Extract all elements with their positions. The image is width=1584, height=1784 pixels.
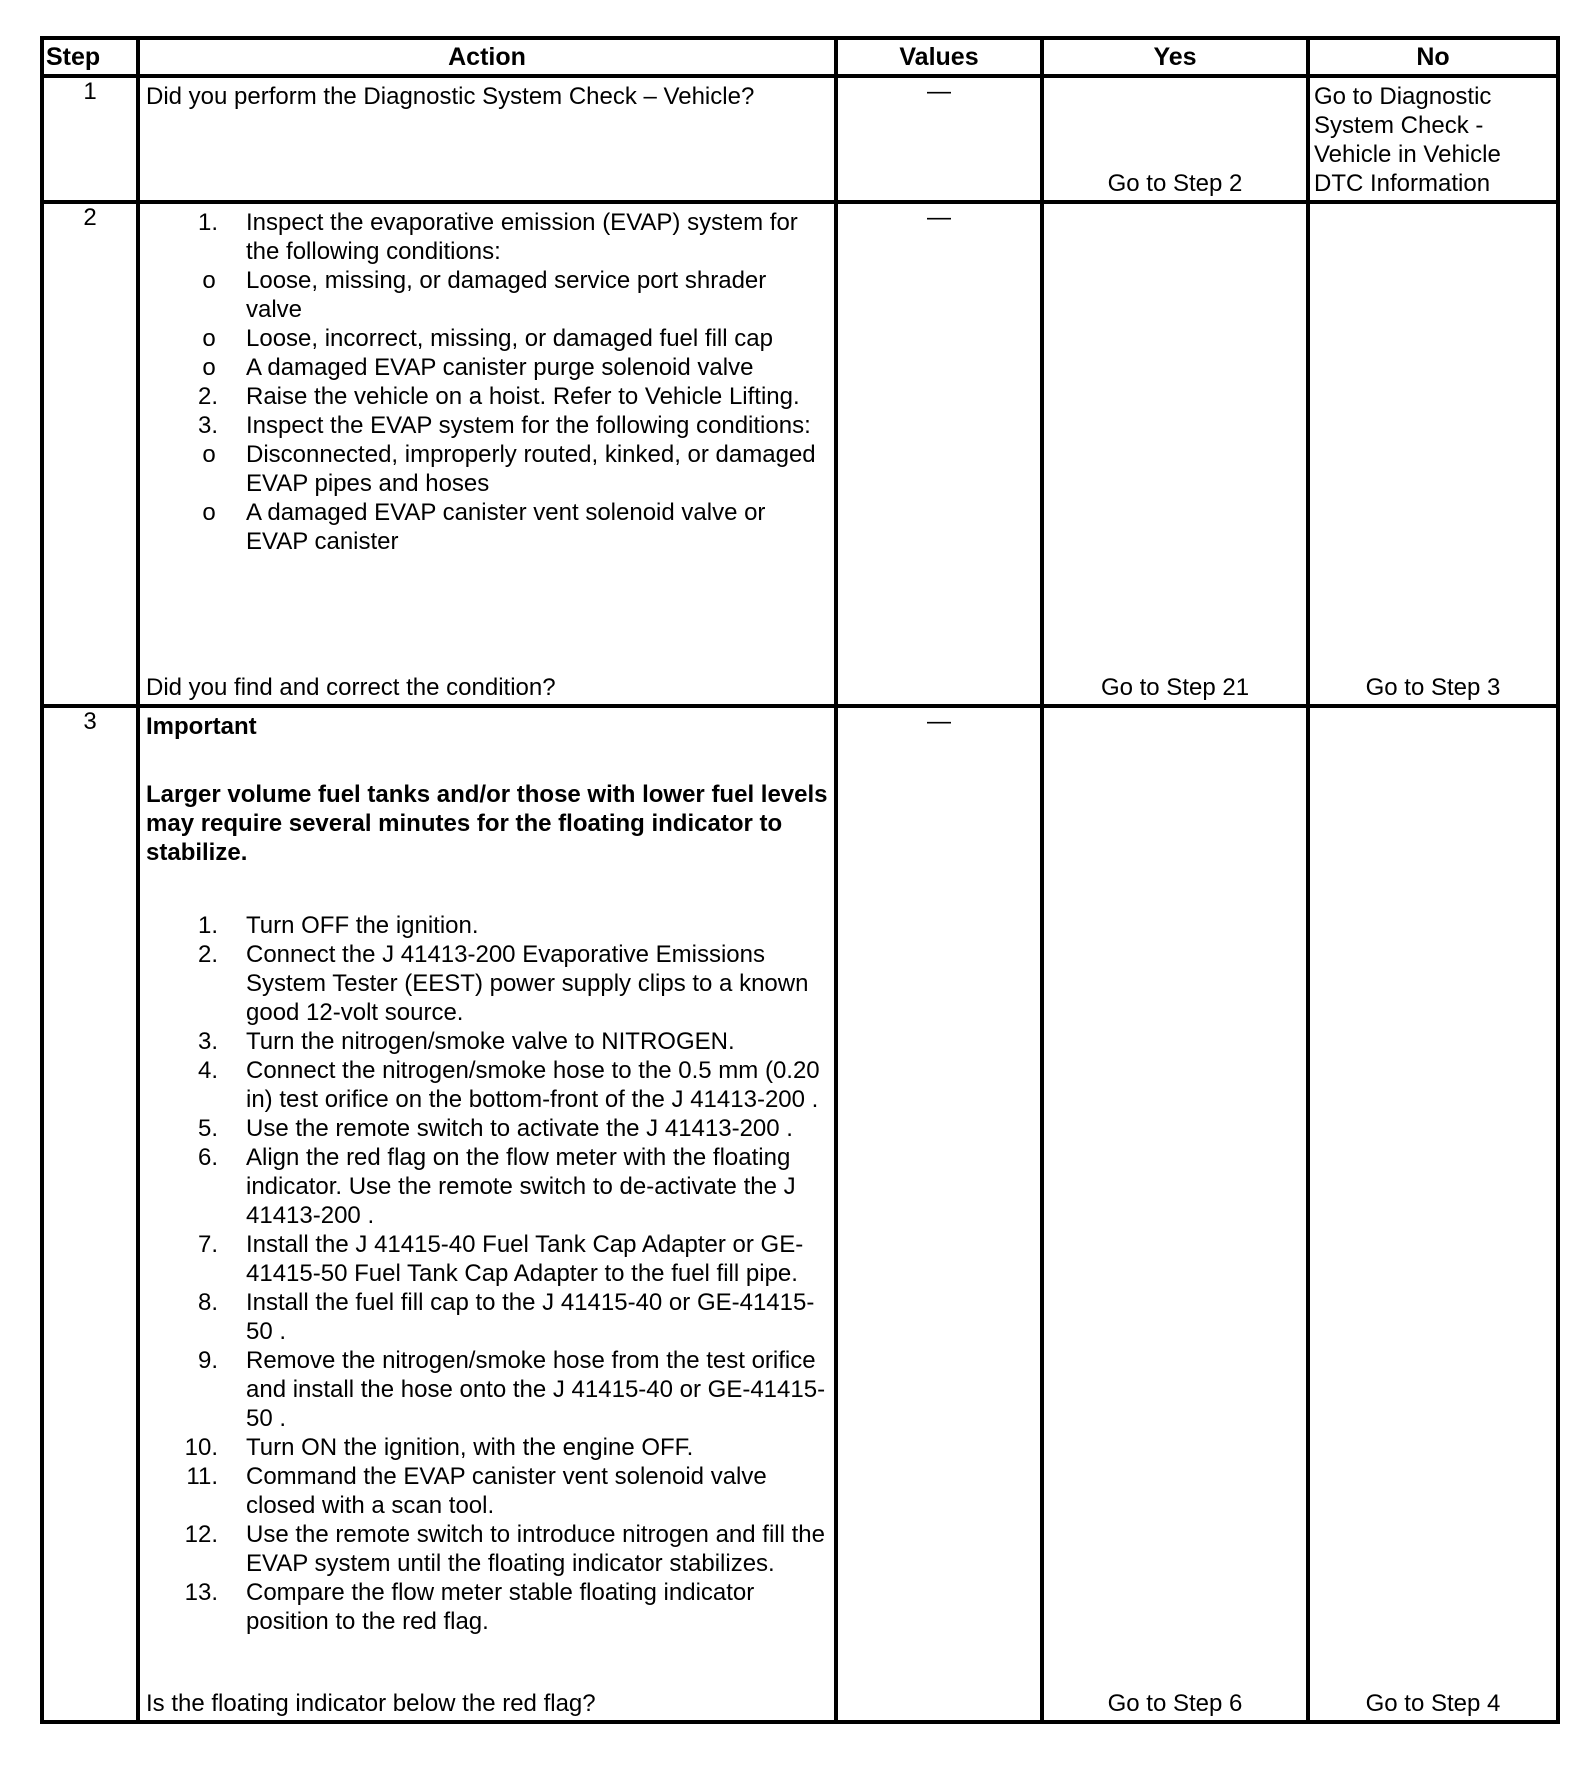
action-steps-list (146, 208, 828, 556)
step-item-number: 5. (197, 1115, 218, 1142)
step-item-number: 7. (197, 1231, 218, 1258)
step-item-number: 1. (197, 912, 218, 939)
step-number: 2 (42, 202, 138, 706)
action-step-item (146, 411, 828, 440)
circle-bullet-icon: o (202, 325, 216, 352)
action-step-item (146, 1114, 828, 1143)
yes-cell (1042, 706, 1308, 1722)
sub-condition-text: Disconnected, improperly routed, kinked, or damaged EVAP pipes and hoses (246, 441, 816, 497)
table-row-step-1 (42, 76, 1558, 202)
header-values: Values (836, 38, 1042, 76)
no-link[interactable]: Go to Step 4 (1365, 1690, 1501, 1717)
sub-condition-text: Loose, missing, or damaged service port shrader valve (246, 267, 767, 323)
step-item-number: 8. (197, 1289, 218, 1316)
sub-condition-item (146, 353, 828, 382)
sub-condition-item (146, 498, 828, 556)
yes-link[interactable]: Go to Step 21 (1100, 674, 1250, 701)
step-item-text: Use the remote switch to introduce nitrogen and fill the EVAP system until the floating indicator stabilizes. (246, 1521, 825, 1577)
step-item-text: Turn the nitrogen/smoke valve to NITROGEN. (246, 1028, 735, 1055)
step-item-text: Connect the nitrogen/smoke hose to the 0.5 mm (0.20 in) test orifice on the bottom-front of the J 41413-200 . (246, 1057, 820, 1113)
step-item-text: Inspect the EVAP system for the following conditions: (246, 412, 811, 439)
values-cell: — (836, 202, 1042, 706)
step-item-number: 2. (197, 941, 218, 968)
sub-condition-list (146, 440, 828, 556)
circle-bullet-icon: o (202, 354, 216, 381)
step-item-text: Turn ON the ignition, with the engine OFF. (246, 1434, 694, 1461)
step-item-number: 3. (197, 412, 218, 439)
action-step-item (146, 382, 828, 411)
step-item-number: 6. (197, 1144, 218, 1171)
action-cell (138, 706, 836, 1722)
no-cell (1308, 706, 1558, 1722)
sub-condition-text: Loose, incorrect, missing, or damaged fuel fill cap (246, 325, 773, 352)
no-cell (1308, 76, 1558, 202)
step-item-text: Connect the J 41413-200 Evaporative Emissions System Tester (EEST) power supply clips to a known good 12-volt source. (246, 941, 809, 1026)
yes-link[interactable]: Go to Step 2 (1107, 170, 1243, 197)
header-action: Action (138, 38, 836, 76)
yes-link[interactable]: Go to Step 6 (1107, 1690, 1243, 1717)
sub-condition-item (146, 266, 828, 324)
action-step-item (146, 940, 828, 1027)
circle-bullet-icon: o (202, 499, 216, 526)
sub-condition-text: A damaged EVAP canister purge solenoid valve (246, 354, 754, 381)
action-step-item (146, 1143, 828, 1230)
action-step-item (146, 208, 828, 266)
action-step-item (146, 1027, 828, 1056)
action-step-item (146, 1578, 828, 1636)
action-step-item (146, 1433, 828, 1462)
table-row-step-3 (42, 706, 1558, 1722)
step-item-text: Turn OFF the ignition. (246, 912, 479, 939)
sub-condition-item (146, 324, 828, 353)
action-step-item (146, 1056, 828, 1114)
important-heading: Important (146, 713, 257, 740)
values-cell: — (836, 76, 1042, 202)
action-step-item (146, 1288, 828, 1346)
action-step-item (146, 1346, 828, 1433)
step-item-number: 10. (184, 1434, 218, 1461)
yes-cell (1042, 202, 1308, 706)
action-step-item (146, 911, 828, 940)
no-link[interactable]: Go to Diagnostic System Check - Vehicle in Vehicle DTC Information (1314, 83, 1501, 197)
step-item-number: 4. (197, 1057, 218, 1084)
action-steps-list (146, 911, 828, 1636)
no-cell (1308, 202, 1558, 706)
sub-condition-list (146, 266, 828, 382)
step-item-number: 1. (197, 209, 218, 236)
step-item-number: 2. (197, 383, 218, 410)
yes-cell (1042, 76, 1308, 202)
action-step-item (146, 1462, 828, 1520)
diagnostic-table (40, 36, 1560, 1724)
header-no: No (1308, 38, 1558, 76)
step-item-text: Command the EVAP canister vent solenoid valve closed with a scan tool. (246, 1463, 767, 1519)
step-item-text: Align the red flag on the flow meter with the floating indicator. Use the remote switch to de-activate the J 41413-200 . (246, 1144, 796, 1229)
action-cell (138, 202, 836, 706)
step-item-number: 11. (186, 1463, 218, 1490)
header-row (42, 38, 1558, 76)
values-cell: — (836, 706, 1042, 1722)
step-item-text: Install the J 41415-40 Fuel Tank Cap Adapter or GE-41415-50 Fuel Tank Cap Adapter to the fuel fill pipe. (246, 1231, 804, 1287)
circle-bullet-icon: o (202, 267, 216, 294)
step-number: 3 (42, 706, 138, 1722)
no-link[interactable]: Go to Step 3 (1365, 674, 1501, 701)
circle-bullet-icon: o (202, 441, 216, 468)
action-question: Did you perform the Diagnostic System Check – Vehicle? (146, 83, 755, 110)
step-item-number: 3. (197, 1028, 218, 1055)
header-step: Step (42, 38, 138, 76)
step-item-number: 13. (184, 1579, 218, 1606)
action-question: Did you find and correct the condition? (146, 674, 556, 701)
important-note: Larger volume fuel tanks and/or those with lower fuel levels may require several minutes for the floating indicator to stabilize. (146, 781, 828, 866)
step-item-number: 12. (184, 1521, 218, 1548)
header-yes: Yes (1042, 38, 1308, 76)
action-cell (138, 76, 836, 202)
step-item-text: Compare the flow meter stable floating indicator position to the red flag. (246, 1579, 755, 1635)
step-item-text: Use the remote switch to activate the J 41413-200 . (246, 1115, 793, 1142)
table-row-step-2 (42, 202, 1558, 706)
step-item-text: Install the fuel fill cap to the J 41415-40 or GE-41415-50 . (246, 1289, 815, 1345)
action-step-item (146, 1520, 828, 1578)
step-item-text: Inspect the evaporative emission (EVAP) system for the following conditions: (246, 209, 798, 265)
sub-condition-item (146, 440, 828, 498)
step-item-text: Remove the nitrogen/smoke hose from the test orifice and install the hose onto the J 41415-40 or GE-41415-50 . (246, 1347, 826, 1432)
step-item-number: 9. (197, 1347, 218, 1374)
step-number: 1 (42, 76, 138, 202)
action-step-item (146, 1230, 828, 1288)
sub-condition-text: A damaged EVAP canister vent solenoid valve or EVAP canister (246, 499, 766, 555)
step-item-text: Raise the vehicle on a hoist. Refer to Vehicle Lifting. (246, 383, 800, 410)
action-question: Is the floating indicator below the red flag? (146, 1690, 596, 1717)
